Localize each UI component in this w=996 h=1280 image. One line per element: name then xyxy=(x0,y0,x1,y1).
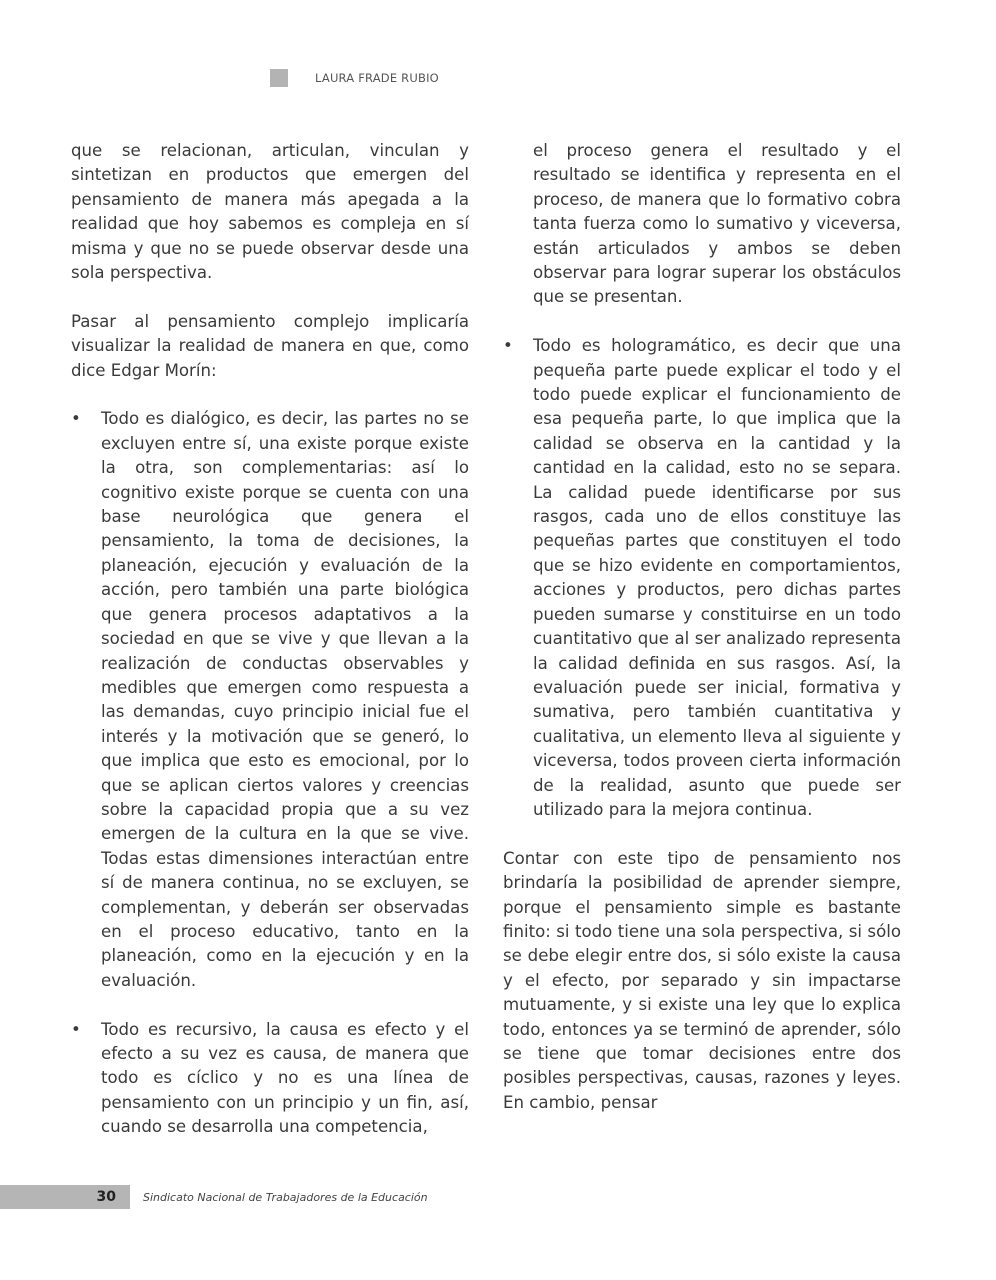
paragraph-intro: que se relacionan, articulan, vinculan y sintetizan en productos que emergen del pensamiento de manera más apegada a la realidad que hoy sabemos es compleja en sí misma y que no se puede observar desde una sola perspectiva. xyxy=(71,141,469,283)
list-item-hologrammatic xyxy=(503,334,901,822)
list-item-text: Todo es hologramático, es decir que una pequeña parte puede explicar el todo y el todo puede explicar el funcionamiento de esa pequeña parte, lo que implica que la calidad se observa en la cantidad y la cantidad en la calidad, esto no se separa. La calidad puede identificarse por sus rasgos, cada uno de ellos constituye las pequeñas partes que constituyen el todo que se hizo evidente en comportamientos, acciones y productos, pero dichas partes pueden sumarse y constituirse en un todo cuantitativo que al ser analizado representa la calidad definida en sus rasgos. Así, la evaluación puede ser inicial, formativa y sumativa, pero también cuantitativa y cualitativa, un elemento lleva al siguiente y viceversa, todos proveen cierta información de la realidad, asunto que puede ser utilizado para la mejora continua. xyxy=(533,336,901,819)
bullet-dot: • xyxy=(71,409,81,429)
paragraph-conclusion: Contar con este tipo de pensamiento nos brindaría la posibilidad de aprender siempre, porque el pensamiento simple es bastante finito: si todo tiene una sola perspectiva, si sólo se debe elegir entre dos, si sólo existe la causa y el efecto, por separado y sin impactarse mutuamente, y si existe una ley que lo explica todo, entonces ya se terminó de aprender, sólo se tiene que tomar decisiones entre dos posibles perspectivas, causas, razones y leyes. En cambio, pensar xyxy=(503,848,901,1112)
list-item-text: Todo es dialógico, es decir, las partes no se excluyen entre sí, una existe porque existe la otra, son complementarias: así lo cognitivo existe porque se cuenta con una base neurológica que genera el pensamiento, la toma de decisiones, la planeación, ejecución y evaluación de la acción, pero también una parte biológica que genera procesos adaptativos a la sociedad en que se vive y que llevan a la realización de conductas observables y medibles que emergen como respuesta a las demandas, cuyo principio inicial fue el interés y la motivación que se generó, lo que implica que esto es emocional, por lo que se aplican ciertos valores y creencias sobre la capacidad propia que a su vez emergen de la cultura en la que se vive. Todas estas dimensiones interactúan entre sí de manera continua, no se excluyen, se complementan, y deberán ser observadas en el proceso educativo, tanto en la planeación, como en la ejecución y en la evaluación. xyxy=(101,409,469,990)
bullet-dot: • xyxy=(71,1019,81,1039)
list-item-recursive-continuation: el proceso genera el resultado y el resultado se identifica y representa en el proceso, de manera que lo formativo cobra tanta fuerza como lo sumativo y viceversa, están articulados y ambos se deben observar para lograr superar los obstáculos que se presentan. xyxy=(533,141,901,307)
header-gray-square xyxy=(270,69,288,87)
running-header xyxy=(270,68,439,88)
footer-gray-bar xyxy=(0,1185,130,1209)
paragraph-complex-thinking: Pasar al pensamiento complejo implicaría visualizar la realidad de manera en que, como dice Edgar Morín: xyxy=(71,311,469,380)
right-column xyxy=(503,139,901,1140)
footer-organization: Sindicato Nacional de Trabajadores de la Educación xyxy=(143,1190,428,1204)
header-author: LAURA FRADE RUBIO xyxy=(315,71,439,85)
left-column xyxy=(71,139,469,1164)
list-item-dialogic xyxy=(71,407,469,993)
list-item-recursive xyxy=(71,1018,469,1140)
bullet-dot: • xyxy=(503,336,513,356)
page-footer xyxy=(0,1185,428,1209)
list-item-text: Todo es recursivo, la causa es efecto y el efecto a su vez es causa, de manera que todo es cíclico y no es una línea de pensamiento con un principio y un fin, así, cuando se desarrolla una competencia, xyxy=(101,1019,469,1137)
page-number: 30 xyxy=(96,1189,116,1205)
